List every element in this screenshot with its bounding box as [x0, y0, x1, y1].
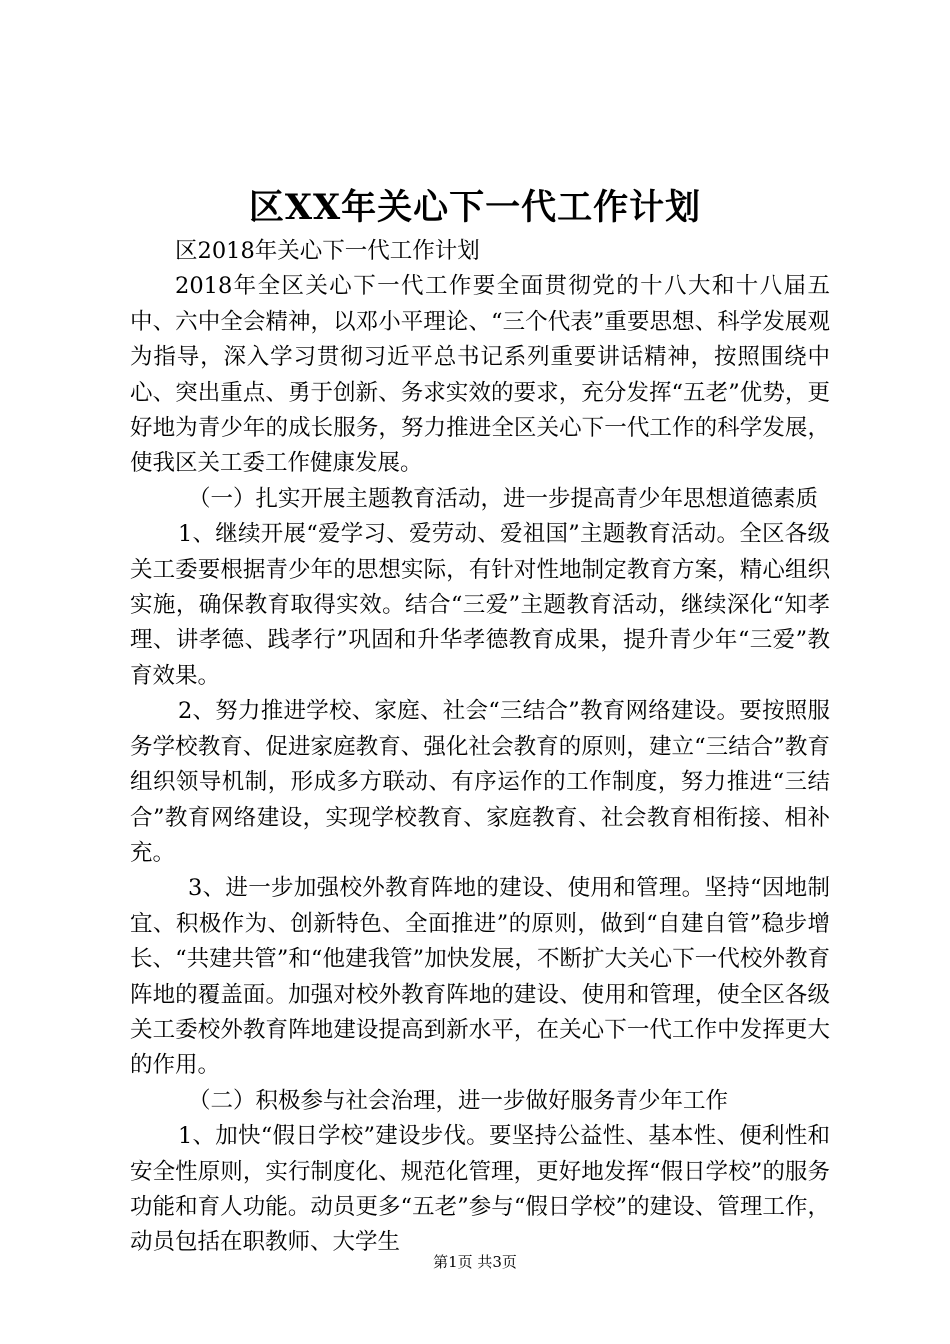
subtitle-paragraph: 区2018年关心下一代工作计划: [175, 238, 480, 264]
item-paragraph-1-2: 2、努力推进学校、家庭、社会“三结合”教育网络建设。要按照服务学校教育、促进家庭教育、强化社会教育的原则，建立“三结合”教育组织领导机制，形成多方联动、有序运作的工作制度，努力推进“三结合”教育网络建设，实现学校教育、家庭教育、社会教育相衔接、相补充。: [130, 698, 830, 866]
section-heading-2: （二）积极参与社会治理，进一步做好服务青少年工作: [188, 1087, 729, 1114]
intro-paragraph: 2018年全区关心下一代工作要全面贯彻党的十八大和十八届五中、六中全会精神，以邓小平理论、“三个代表”重要思想、科学发展观为指导，深入学习贯彻习近平总书记系列重要讲话精神，按照围绕中心、突出重点、勇于创新、务求实效的要求，充分发挥“五老”优势，更好地为青少年的成长服务，努力推进全区关心下一代工作的科学发展，使我区关工委工作健康发展。: [130, 273, 830, 477]
document-title: 区XX年关心下一代工作计划: [248, 187, 702, 228]
page-footer: 第1页 共3页: [433, 1253, 517, 1271]
document-body: [130, 234, 830, 1261]
item-paragraph-1-3: 3、进一步加强校外教育阵地的建设、使用和管理。坚持“因地制宜、积极作为、创新特色、全面推进”的原则，做到“自建自管”稳步增长、“共建共管”和“他建我管”加快发展，不断扩大关心下一代校外教育阵地的覆盖面。加强对校外教育阵地的建设、使用和管理，使全区各级关工委校外教育阵地建设提高到新水平，在关心下一代工作中发挥更大的作用。: [130, 875, 830, 1079]
item-paragraph-1-1: 1、继续开展“爱学习、爱劳动、爱祖国”主题教育活动。全区各级关工委要根据青少年的思想实际，有针对性地制定教育方案，精心组织实施，确保教育取得实效。结合“三爱”主题教育活动，继续深化“知孝理、讲孝德、践孝行”巩固和升华孝德教育成果，提升青少年“三爱”教育效果。: [130, 521, 830, 689]
item-paragraph-2-1: 1、加快“假日学校”建设步伐。要坚持公益性、基本性、便利性和安全性原则，实行制度化、规范化管理，更好地发挥“假日学校”的服务功能和育人功能。动员更多“五老”参与“假日学校”的建设、管理工作，动员包括在职教师、大学生: [130, 1123, 830, 1256]
section-heading-1: （一）扎实开展主题教育活动，进一步提高青少年思想道德素质: [188, 485, 819, 512]
